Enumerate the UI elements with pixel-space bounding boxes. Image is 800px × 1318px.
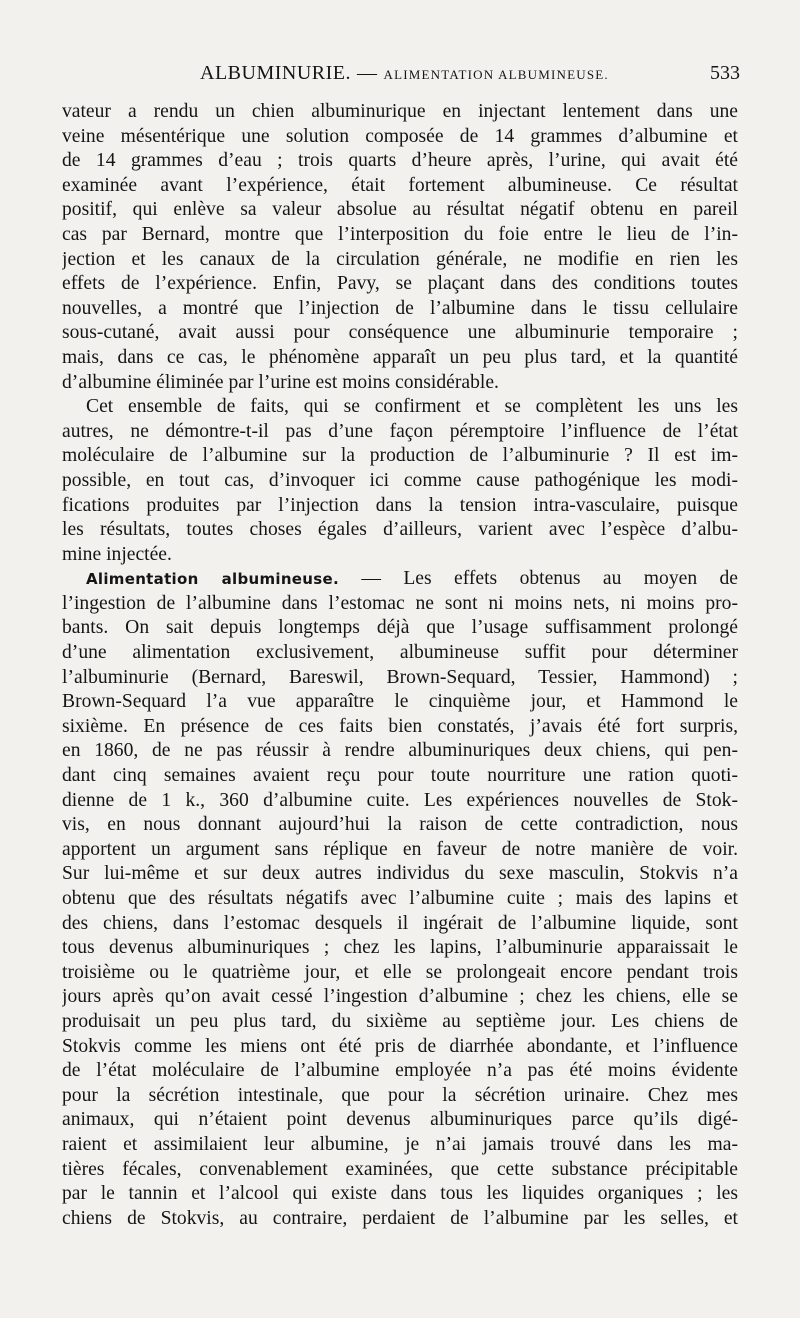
text-line: vateur a rendu un chien albuminurique en injectant lentement dans une [62, 101, 738, 122]
text-line: jours après qu’on avait cessé l’ingestion d’albumine ; chez les chiens, elle se [62, 986, 738, 1008]
text-line: chiens de Stokvis, au contraire, perdaient de l’albumine par les selles, et [62, 1207, 738, 1229]
text-line: veine mésentérique une solution composée de 14 grammes d’albumine et [62, 125, 738, 147]
text-line: apportent un argument sans réplique en faveur de notre manière de voir. [62, 838, 738, 860]
text-line: tières fécales, convenablement examinées, que cette substance précipitable [62, 1158, 738, 1180]
text-line: dant cinq semaines avaient reçu pour toute nourriture une ration quoti- [62, 765, 738, 787]
page-number: 533 [710, 62, 740, 84]
paragraph-3 [62, 567, 738, 1231]
text-line: dienne de 1 k., 360 d’albumine cuite. Les expériences nouvelles de Stok- [62, 789, 738, 811]
text-line: fications produites par l’injection dans la tension intra-vasculaire, puisque [62, 494, 738, 516]
text-line: de l’état moléculaire de l’albumine employée n’a pas été moins évidente [62, 1060, 738, 1082]
text-line: raient et assimilaient leur albumine, je n’ai jamais trouvé dans les ma- [62, 1133, 738, 1155]
text-line: jection et les canaux de la circulation générale, ne modifie en rien les [62, 248, 738, 270]
text-line: par le tannin et l’alcool qui existe dans tous les liquides organiques ; les [62, 1183, 738, 1205]
text-line: des chiens, dans l’estomac desquels il ingérait de l’albumine liquide, sont [62, 912, 738, 934]
text-line-start: Les effets obtenus au moyen de [403, 568, 738, 590]
text-line: moléculaire de l’albumine sur la production de l’albuminurie ? Il est im- [62, 445, 738, 467]
text-line: effets de l’expérience. Enfin, Pavy, se plaçant dans des conditions toutes [62, 273, 738, 295]
text-line: les résultats, toutes choses égales d’ailleurs, varient avec l’espèce d’albu- [62, 519, 738, 541]
running-title-separator: — [357, 62, 378, 84]
text-line: obtenu que des résultats négatifs avec l’albumine cuite ; mais des lapins et [62, 888, 738, 909]
text-line: tous devenus albuminuriques ; chez les lapins, l’albuminurie apparaissait le [62, 937, 738, 959]
text-line: positif, qui enlève sa valeur absolue au résultat négatif obtenu en pareil [62, 199, 738, 221]
paragraph-2 [62, 395, 738, 567]
text-line: l’ingestion de l’albumine dans l’estomac ne sont ni moins nets, ni moins pro- [62, 592, 738, 614]
page-header [60, 62, 740, 92]
text-line: mais, dans ce cas, le phénomène apparaît un peu plus tard, et la quantité [62, 346, 738, 368]
text-line: en 1860, de ne pas réussir à rendre albuminuriques deux chiens, qui pen- [62, 740, 738, 762]
running-title-main: ALBUMINURIE. [200, 62, 351, 84]
text-line: possible, en tout cas, d’invoquer ici comme cause pathogénique les modi- [62, 469, 738, 491]
running-title [200, 62, 609, 85]
section-heading-line [62, 567, 738, 592]
text-line: sixième. En présence de ces faits bien constatés, j’avais été fort surpris, [62, 715, 738, 737]
text-line: autres, ne démontre-t-il pas d’une façon péremptoire l’influence de l’état [62, 420, 738, 442]
running-title-sub: ALIMENTATION ALBUMINEUSE. [383, 67, 609, 82]
text-line: nouvelles, a montré que l’injection de l’albumine dans le tissu cellulaire [62, 297, 738, 319]
heading-dash: — [338, 568, 404, 590]
text-line: cas par Bernard, montre que l’interposition du foie entre le lieu de l’in- [62, 223, 738, 245]
section-heading: Alimentation albumineuse. [86, 570, 339, 589]
text-line: d’une alimentation exclusivement, albumineuse suffit pour déterminer [62, 642, 738, 664]
text-line: d’albumine éliminée par l’urine est moins considérable. [62, 371, 499, 393]
text-line: Brown-Sequard l’a vue apparaître le cinquième jour, et Hammond le [62, 691, 738, 713]
paragraph-1 [62, 100, 738, 395]
text-line: de 14 grammes d’eau ; trois quarts d’heure après, l’urine, qui avait été [62, 150, 738, 172]
text-line: produisait un peu plus tard, du sixième au septième jour. Les chiens de [62, 1010, 738, 1032]
text-line: troisième ou le quatrième jour, et elle se prolongeait encore pendant trois [62, 961, 738, 983]
text-line: Stokvis comme les miens ont été pris de diarrhée abondante, et l’influence [62, 1035, 738, 1057]
body-text [62, 100, 738, 1231]
text-line: l’albuminurie (Bernard, Bareswil, Brown-Sequard, Tessier, Hammond) ; [62, 666, 738, 688]
text-line: pour la sécrétion intestinale, que pour la sécrétion urinaire. Chez mes [62, 1084, 738, 1106]
text-line: bants. On sait depuis longtemps déjà que l’usage suffisamment prolongé [62, 617, 738, 639]
text-line: Cet ensemble de faits, qui se confirment et se complètent les uns les [86, 396, 738, 418]
text-line: sous-cutané, avait aussi pour conséquence une albuminurie temporaire ; [62, 322, 738, 344]
text-line: Sur lui-même et sur deux autres individus du sexe masculin, Stokvis n’a [62, 863, 738, 885]
text-line: mine injectée. [62, 543, 172, 565]
text-line: animaux, qui n’étaient point devenus albuminuriques parce qu’ils digé- [62, 1109, 738, 1131]
text-line: vis, en nous donnant aujourd’hui la raison de cette contradiction, nous [62, 814, 738, 836]
text-line: examinée avant l’expérience, était fortement albumineuse. Ce résultat [62, 174, 738, 196]
